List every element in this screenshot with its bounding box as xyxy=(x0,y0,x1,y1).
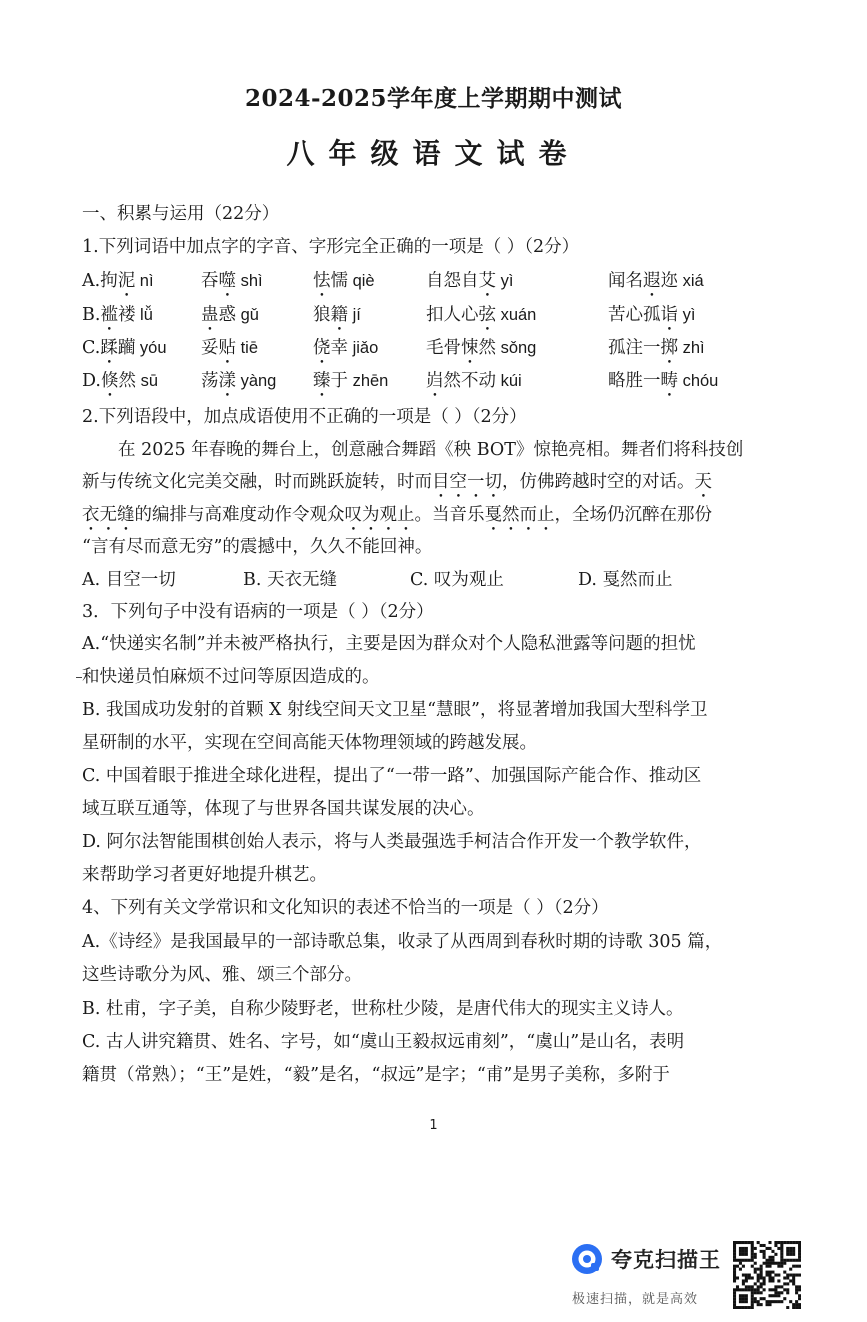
word-text: 于 xyxy=(330,371,348,391)
pinyin: lǚ xyxy=(135,306,153,324)
q3-option-d-line1: D. 阿尔法智能围棋创始人表示，将与人类最强选手柯洁合作开发一个教学软件， xyxy=(82,832,702,852)
q1-option-b-item xyxy=(426,301,536,335)
pinyin: nì xyxy=(135,272,154,290)
quark-logo-icon xyxy=(570,1242,604,1276)
q1-option-c-item xyxy=(608,334,705,368)
q1-option-b-item xyxy=(82,301,153,335)
word-text: 狼 xyxy=(313,305,331,325)
option-label: C. xyxy=(82,338,101,358)
dotted-char: 籍 xyxy=(330,305,348,325)
q2-option-a: A. 目空一切 xyxy=(82,570,176,590)
q1-option-c-item xyxy=(201,334,258,368)
pinyin: zhì xyxy=(678,339,705,357)
q2-text: 。当音乐 xyxy=(414,505,485,525)
pinyin: zhēn xyxy=(348,372,389,390)
q2-passage-line4: “言有尽而意无穷”的震撼中，久久不能回神。 xyxy=(82,537,433,557)
word-text: 自怨自 xyxy=(426,271,479,291)
exam-subtitle: 八年级语文试卷 xyxy=(286,137,581,170)
q3-option-d-line2: 来帮助学习者更好地提升棋艺。 xyxy=(82,865,327,885)
q2-text: ，全场仍沉醉在那份 xyxy=(554,505,712,525)
brand-slogan: 极速扫描，就是高效 xyxy=(572,1292,699,1307)
dotted-char: 怯 xyxy=(313,271,331,291)
pinyin: yì xyxy=(678,306,696,324)
q4-option-a-line1: A.《诗经》是我国最早的一部诗歌总集，收录了从西周到春秋时期的诗歌 305 篇， xyxy=(82,932,723,952)
dotted-char: 诣 xyxy=(660,305,678,325)
dotted-char: 贴 xyxy=(218,338,236,358)
pinyin: yì xyxy=(496,272,514,290)
pinyin: xiá xyxy=(678,272,704,290)
dotted-char: 掷 xyxy=(660,338,678,358)
pinyin: sǒng xyxy=(496,339,537,357)
word-text: 孤注一 xyxy=(608,338,661,358)
dotted-char: 倏 xyxy=(100,371,119,391)
q3-option-a-line1: A.“快递实名制”并未被严格执行，主要是因为群众对个人隐私泄露等问题的担忧 xyxy=(82,634,696,654)
q1-option-a-item xyxy=(608,267,704,301)
pinyin: shì xyxy=(236,272,263,290)
dotted-char: 褴 xyxy=(100,305,118,325)
q2-stem: 2.下列语段中，加点成语使用不正确的一项是（ ）（2分） xyxy=(82,407,527,427)
option-label: D. xyxy=(82,371,101,391)
pinyin: gǔ xyxy=(236,306,259,324)
dotted-char: 泥 xyxy=(117,271,136,291)
q1-option-b-item xyxy=(201,301,259,335)
word-text: 毛骨 xyxy=(426,338,461,358)
q2-option-c: C. 叹为观止 xyxy=(410,570,504,590)
dotted-char: 蛊 xyxy=(201,305,219,325)
q4-option-c-line1: C. 古人讲究籍贯、姓名、字号，如“虞山王毅叔远甫刻”，“虞山”是山名，表明 xyxy=(82,1032,685,1052)
dotted-char: 侥 xyxy=(313,338,331,358)
q1-stem: 1.下列词语中加点字的字音、字形完全正确的一项是（ ）（2分） xyxy=(82,237,580,257)
word-text: 惑 xyxy=(218,305,236,325)
q2-option-b: B. 天衣无缝 xyxy=(243,570,337,590)
q1-option-a-item xyxy=(82,267,154,301)
pinyin: kúi xyxy=(496,372,522,390)
word-text: 褛 xyxy=(117,305,136,325)
word-text: 迩 xyxy=(660,271,678,291)
q2-passage-line2 xyxy=(82,468,712,502)
q3-option-b-line1: B. 我国成功发射的首颗 X 射线空间天文卫星“慧眼”，将显著增加我国大型科学卫 xyxy=(82,700,708,720)
q3-stem: 3．下列句子中没有语病的一项是（ ）（2分） xyxy=(82,602,434,622)
exam-title: 2024-2025学年度上学期期中测试 xyxy=(244,85,623,112)
pinyin: jiǎo xyxy=(348,339,379,357)
q1-option-b-item xyxy=(608,301,695,335)
q2-idiom-b-start: 天 xyxy=(694,472,712,492)
q2-option-d: D. 戛然而止 xyxy=(578,570,673,590)
word-text: 扣人心 xyxy=(426,305,479,325)
word-text: 妥 xyxy=(201,338,219,358)
section-heading: 一、积累与运用（22分） xyxy=(82,204,280,224)
word-text: 然 xyxy=(118,371,136,391)
q4-option-c-line2: 籍贯（常熟）；“王”是姓，“毅”是名，“叔远”是字；“甫”是男子美称，多附于 xyxy=(82,1065,670,1085)
q1-option-d-item xyxy=(313,367,388,401)
q1-option-d-item xyxy=(426,367,522,401)
pinyin: jí xyxy=(348,306,361,324)
brand-name: 夸克扫描王 xyxy=(611,1248,721,1272)
q1-option-d-item xyxy=(201,367,276,401)
q4-option-b-line1: B. 杜甫，字子美，自称少陵野老，世称杜少陵，是唐代伟大的现实主义诗人。 xyxy=(82,999,684,1019)
pinyin: chóu xyxy=(678,372,719,390)
q1-option-d-item xyxy=(608,367,718,401)
q2-idiom-c: 叹为观止 xyxy=(344,505,415,525)
dotted-char: 岿 xyxy=(426,371,444,391)
q1-option-c-item xyxy=(313,334,378,368)
dotted-char: 漾 xyxy=(218,371,236,391)
word-text: 躏 xyxy=(117,338,136,358)
dotted-char: 艾 xyxy=(478,271,496,291)
word-text: 幸 xyxy=(330,338,348,358)
word-text: 然不动 xyxy=(443,371,496,391)
q1-option-a-item xyxy=(426,267,513,301)
q1-option-c-item xyxy=(426,334,536,368)
word-text: 然 xyxy=(478,338,496,358)
dotted-char: 畴 xyxy=(660,371,678,391)
pinyin: yàng xyxy=(236,372,277,390)
page-number: 1 xyxy=(429,1118,438,1133)
dotted-char: 弦 xyxy=(478,305,496,325)
qr-code-icon xyxy=(733,1241,801,1309)
dotted-char: 蹂 xyxy=(100,338,118,358)
word-text: 闻名 xyxy=(608,271,643,291)
q4-stem: 4、下列有关文学常识和文化知识的表述不恰当的一项是（ ）（2分） xyxy=(82,898,609,918)
q2-idiom-b-end: 衣无缝 xyxy=(82,505,135,525)
q3-option-b-line2: 星研制的水平，实现在空间高能天体物理领域的跨越发展。 xyxy=(82,733,537,753)
dotted-char: 遐 xyxy=(643,271,661,291)
pinyin: tiē xyxy=(236,339,259,357)
q1-option-c-item xyxy=(82,334,167,368)
q3-option-a-line2: 和快递员怕麻烦不过问等原因造成的。 xyxy=(82,667,380,687)
q1-option-d-item xyxy=(82,367,158,401)
word-text: 吞 xyxy=(201,271,219,291)
q1-option-b-item xyxy=(313,301,361,335)
word-text: 苦心孤 xyxy=(608,305,661,325)
word-text: 荡 xyxy=(201,371,219,391)
dotted-char: 悚 xyxy=(461,338,479,358)
q4-option-a-line2: 这些诗歌分为风、雅、颂三个部分。 xyxy=(82,965,362,985)
pinyin: qiè xyxy=(348,272,375,290)
dotted-char: 臻 xyxy=(313,371,331,391)
q2-passage-line3 xyxy=(82,501,712,535)
q2-idiom-d: 戛然而止 xyxy=(484,505,555,525)
pinyin: sū xyxy=(135,372,158,390)
word-text: 略胜一 xyxy=(608,371,661,391)
pinyin: xuán xyxy=(496,306,537,324)
option-label: B. xyxy=(82,305,101,325)
option-label: A. xyxy=(82,271,101,291)
q2-idiom-a: 目空一切 xyxy=(432,472,502,492)
q3-option-c-line2: 域互联互通等，体现了与世界各国共谋发展的决心。 xyxy=(82,799,485,819)
pinyin: yóu xyxy=(135,339,167,357)
q2-passage-line1: 在 2025 年春晚的舞台上，创意融合舞蹈《秧 BOT》惊艳亮相。舞者们将科技创 xyxy=(118,440,744,460)
q1-option-a-item xyxy=(313,267,375,301)
q1-option-a-item xyxy=(201,267,263,301)
dotted-char: 噬 xyxy=(218,271,236,291)
q2-text: ，仿佛跨越时空的对话。 xyxy=(502,472,695,492)
word-text: 拘 xyxy=(100,271,118,291)
q3-option-c-line1: C. 中国着眼于推进全球化进程，提出了“一带一路”、加强国际产能合作、推动区 xyxy=(82,766,702,786)
q2-text: 新与传统文化完美交融，时而跳跃旋转，时而 xyxy=(82,472,432,492)
word-text: 懦 xyxy=(330,271,348,291)
q2-text: 的编排与高难度动作令观众 xyxy=(134,505,345,525)
